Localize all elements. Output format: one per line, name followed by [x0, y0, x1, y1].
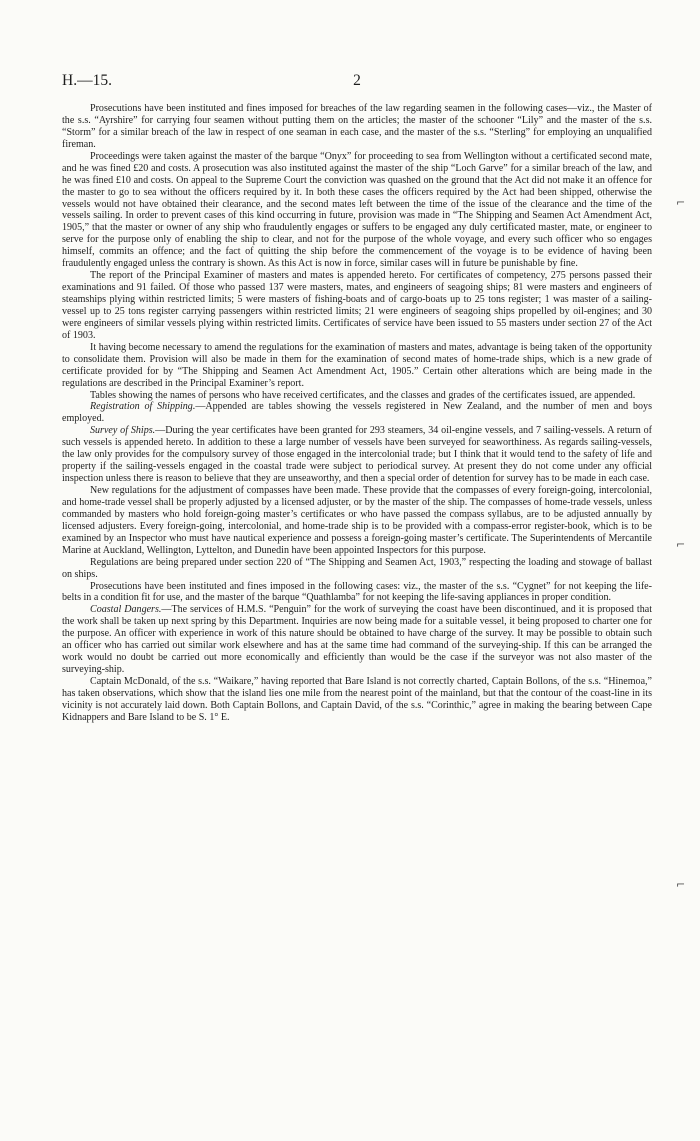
paragraph-bare-island: Captain McDonald, of the s.s. “Waikare,” having reported that Bare Island is not correctly charted, Captain Bollons, of the s.s. “Hinemoa,” has taken observations, which show that the island lies one mile from the nearest point of the mainland, but that the contour of the coast-line in its vicinity is not accurately laid down. Both Captain Bollons, and Captain David, of the s.s. “Corinthic,” agree in making the bearing between Cape Kidnappers and Bare Island to be S. 1° E. [62, 676, 652, 723]
paragraph-ballast-regulations: Regulations are being prepared under section 220 of “The Shipping and Seamen Act, 1903,” respecting the loading and stowage of ballast on ships. [62, 556, 652, 580]
paragraph-registration-of-shipping: Registration of Shipping.—Appended are tables showing the vessels registered in New Zealand, and the number of men and boys employed. [62, 401, 652, 425]
section-heading: Registration of Shipping. [90, 401, 196, 413]
paragraph-regulations-amendment: It having become necessary to amend the regulations for the examination of masters and mates, advantage is being taken of the opportunity to consolidate them. Provision will also be made in them for the examination of second mates of home-trade ships, which is a new grade of certificate provided for by “The Shipping and Seamen Act Amendment Act, 1905.” Certain other alterations which are being made in the regulations are described in the Principal Examiner’s report. [62, 341, 652, 389]
paragraph-certificate-tables: Tables showing the names of persons who have received certificates, and the classes and grades of the certificates issued, are appended. [90, 389, 636, 401]
paragraph-onyx-proceedings: Proceedings were taken against the master of the barque “Onyx” for proceeding to sea from Wellington without a certificated second mate, and he was fined £20 and costs. A prosecution was also instituted against the master of the ship “Loch Garve” for a similar breach of the law, and he was fined £10 and costs. On appeal to the Supreme Court the conviction was quashed on the ground that the Act did not make it an offence for the master to go to sea without the officers required by it. In both these cases the officers required by the Act had been shipped, otherwise the vessels would not have obtained their clearance, and the second mates left between the time of the issue of the clearance and the time of the vessels sailing. In order to prevent cases of this kind occurring in future, provision was made in “The Shipping and Seamen Act Amendment Act, 1905,” that the master or owner of any ship who fraudulently engages or suffers to be engaged any duly certificated master, mate, or engineer to serve for the purpose only of enabling the ship to clear, and not for the purpose of the whole voyage, and every such officer who so engages himself, commits an offence; and the fact of quitting the ship before the commencement of the voyage is to be evidence of having been fraudulently engaged unless the contrary is shown. As this Act is now in force, similar cases will in future be punishable by fine. [62, 150, 652, 270]
margin-tick-mark: ⌐ [676, 538, 686, 551]
margin-tick-mark: ⌐ [676, 196, 686, 209]
paragraph-survey-of-ships: Survey of Ships.—During the year certificates have been granted for 293 steamers, 34 oil-engine vessels, and 7 sailing-vessels. A return of such vessels is appended hereto. In addition to these a large number of vessels have been surveyed for seaworthiness. As regards sailing-vessels, the law only provides for the compulsory survey of those engaged in the intercolonial trade; but I think that it would tend to the safety of life and property if the sailing-vessels engaged in the coastal trade were subject to periodical survey. At present they do not come under any official inspection unless there is reason to believe that they are unseaworthy, and then a special order of detention for survey has to be made in each case. [62, 425, 652, 485]
paragraph-compass-regulations: New regulations for the adjustment of compasses have been made. These provide that the compasses of every foreign-going, intercolonial, and home-trade vessel shall be properly adjusted by a licensed adjuster, or by the master of the ship. The compasses of home-trade vessels, unless commanded by masters who hold foreign-going master’s certificates or who have passed the compass syllabus, are to be adjusted annually by licensed adjusters. Every foreign-going, intercolonial, and home-trade ship is to be provided with a compass-error register-book, which is to be examined by an Inspector who must have nautical experience and possess a foreign-going master’s certificate. The Superintendents of Mercantile Marine at Auckland, Wellington, Lyttelton, and Dunedin have been appointed Inspectors for this purpose. [62, 485, 652, 556]
page-header [62, 72, 652, 94]
section-heading: Survey of Ships. [90, 425, 156, 437]
paragraph-seamen-prosecutions: Prosecutions have been instituted and fines imposed for breaches of the law regarding seamen in the following cases—viz., the Master of the s.s. “Ayrshire” for carrying four seamen without putting them on the articles; the master of the schooner “Lily” and the master of the s.s. “Storm” for a similar breach of the law in respect of one seaman in each case, and the master of the s.s. “Sterling” for employing an unqualified fireman. [62, 103, 652, 150]
paragraph-life-saving-prosecutions: Prosecutions have been instituted and fines imposed in the following cases: viz., the master of the s.s. “Cygnet” for not keeping the life-belts in a condition fit for use, and the master of the barque “Quathlamba” for not keeping the life-saving appliances in proper condition. [62, 580, 652, 604]
page-number: 2 [353, 72, 361, 89]
paragraph-examiner-report: The report of the Principal Examiner of masters and mates is appended hereto. For certificates of competency, 275 persons passed their examinations and 91 failed. Of those who passed 137 were masters, mates, and engineers of seagoing ships; 81 were masters and engineers of steamships plying within restricted limits; 5 were masters of fishing-boats and of cargo-boats up to 25 tons register; 1 was master of a sailing-vessel up to 25 tons register carrying passengers within restricted limits; 21 were engineers of seagoing ships propelled by oil-engines; and 30 were engineers of similar vessels plying within restricted limits. Certificates of service have been issued to 55 masters under section 27 of the Act of 1903. [62, 270, 652, 341]
body-text [62, 103, 652, 724]
section-heading: Coastal Dangers. [90, 604, 162, 616]
paragraph-coastal-dangers: Coastal Dangers.—The services of H.M.S. “Penguin” for the work of surveying the coast have been discontinued, and it is proposed that the work shall be taken up next spring by this Department. Inquiries are now being made for a suitable vessel, it being proposed to charter one for the purpose. An officer with experience in work of this nature should be obtained to have charge of the survey. It may be possible to obtain such an officer who has carried out similar work elsewhere and has at the same time had command of the surveying-ship. If this can be arranged the work would no doubt be carried out more economically and efficiently than would be the case if the surveyor was not also master of the surveying-ship. [62, 604, 652, 676]
document-reference: H.—15. [62, 72, 112, 89]
margin-tick-mark: ⌐ [676, 878, 686, 891]
